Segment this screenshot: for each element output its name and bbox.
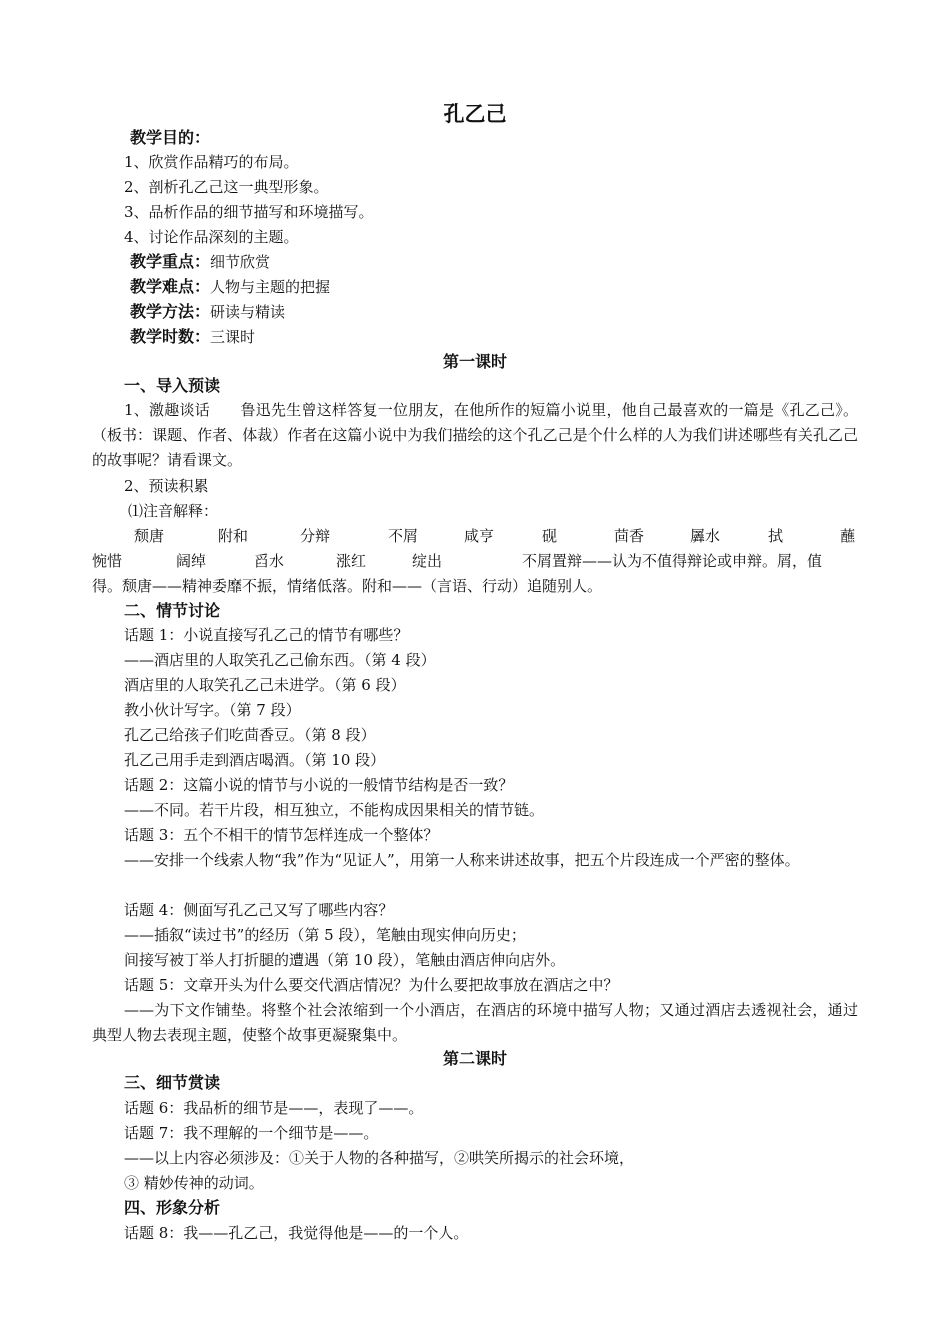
lesson-heading: 第二课时 — [442, 1049, 507, 1068]
objective-item: 2、剖析孔乙己这一典型形象。 — [124, 178, 329, 196]
meta-value: 三课时 — [210, 328, 256, 346]
objective-item: 4、讨论作品深刻的主题。 — [124, 228, 299, 246]
vocab-word: 茴香 — [614, 527, 645, 545]
vocab-word: 蘸 — [840, 527, 856, 545]
section-heading: 三、细节赏读 — [124, 1073, 221, 1092]
discussion-line: 酒店里的人取笑孔乙己未进学。（第 6 段） — [124, 676, 406, 694]
vocab-word: 羼水 — [690, 527, 721, 545]
objectives-heading: 教学目的： — [130, 128, 211, 147]
meta-value: 研读与精读 — [210, 303, 286, 321]
vocab-word: 砚 — [542, 527, 558, 545]
discussion-line: 话题 1：小说直接写孔乙己的情节有哪些？ — [124, 626, 409, 644]
image-line: 话题 8：我——孔乙己，我觉得他是——的一个人。 — [124, 1224, 469, 1242]
objective-item: 1、欣赏作品精巧的布局。 — [124, 153, 299, 171]
vocab-definitions: 得。颓唐——精神委靡不振，情绪低落。附和——（言语、行动）追随别人。 — [92, 577, 603, 595]
discussion-line: 教小伙计写字。（第 7 段） — [124, 701, 301, 719]
discussion-paragraph: ——为下文作铺垫。将整个社会浓缩到一个小酒店，在酒店的环境中描写人物；又通过酒店去透视社会，通过典型人物去表现主题，使整个故事更凝聚集中。 — [92, 1001, 858, 1044]
vocab-word: 咸亨 — [464, 527, 495, 545]
discussion-line: ——不同。若干片段，相互独立，不能构成因果相关的情节链。 — [124, 801, 545, 819]
vocab-definition: 不屑置辩——认为不值得辩论或申辩。屑，值 — [522, 552, 823, 570]
vocab-word: 颓唐 — [134, 527, 165, 545]
lesson-heading: 第一课时 — [442, 352, 507, 371]
preread-label: 2、预读积累 — [124, 477, 209, 495]
meta-label: 教学时数： — [130, 327, 211, 346]
objective-item: 3、品析作品的细节描写和环境描写。 — [124, 203, 374, 221]
meta-label: 教学难点： — [130, 277, 211, 296]
detail-line: ——以上内容必须涉及：①关于人物的各种描写，②哄笑所揭示的社会环境， — [124, 1149, 635, 1167]
discussion-line: 话题 4：侧面写孔乙己又写了哪些内容？ — [124, 901, 394, 919]
discussion-line: ——酒店里的人取笑孔乙己偷东西。（第 4 段） — [124, 651, 436, 669]
vocab-row-1 — [92, 524, 858, 549]
discussion-line: 话题 3：五个不相干的情节怎样连成一个整体？ — [124, 826, 439, 844]
meta-label: 教学重点： — [130, 252, 211, 271]
document-title: 孔乙己 — [443, 102, 507, 126]
vocab-word: 分辩 — [300, 527, 331, 545]
meta-row-focus — [130, 250, 270, 274]
detail-line: 话题 7：我不理解的一个细节是——。 — [124, 1124, 379, 1142]
section-heading: 二、情节讨论 — [124, 601, 221, 620]
meta-value: 细节欣赏 — [210, 253, 271, 271]
vocab-word: 附和 — [218, 527, 249, 545]
vocab-word: 惋惜 — [92, 552, 123, 570]
discussion-line: ——插叙“读过书”的经历（第 5 段），笔触由现实伸向历史； — [124, 926, 526, 944]
section-heading: 一、导入预读 — [124, 376, 221, 395]
discussion-line: 间接写被丁举人打折腿的遭遇（第 10 段），笔触由酒店伸向店外。 — [124, 951, 566, 969]
vocab-word: 舀水 — [254, 552, 285, 570]
detail-line: 话题 6：我品析的细节是——，表现了——。 — [124, 1099, 424, 1117]
meta-row-hours — [130, 325, 255, 349]
discussion-line: 话题 5：文章开头为什么要交代酒店情况？为什么要把故事放在酒店之中？ — [124, 976, 619, 994]
discussion-line: 话题 2：这篇小说的情节与小说的一般情节结构是否一致？ — [124, 776, 514, 794]
vocab-row-2 — [92, 549, 858, 574]
discussion-line: 孔乙己给孩子们吃茴香豆。（第 8 段） — [124, 726, 376, 744]
pronunciation-label: ⑴注音解释： — [128, 502, 219, 520]
detail-line: ③ 精妙传神的动词。 — [124, 1174, 264, 1192]
meta-row-method — [130, 300, 285, 324]
vocab-word: 阔绰 — [176, 552, 207, 570]
discussion-paragraph: ——安排一个线索人物“我”作为“见证人”，用第一人称来讲述故事，把五个片段连成一个严密的整体。 — [124, 851, 800, 869]
vocab-word: 涨红 — [336, 552, 367, 570]
vocab-word: 绽出 — [412, 552, 443, 570]
meta-value: 人物与主题的把握 — [210, 278, 331, 296]
intro-paragraph: 1、激趣谈话 鲁迅先生曾这样答复一位朋友，在他所作的短篇小说里，他自己最喜欢的一篇是《孔乙己》。（板书：课题、作者、体裁）作者在这篇小说中为我们描绘的这个孔乙己是个什么样的人为我们讲述哪些有关孔乙己的故事呢？请看课文。 — [92, 401, 858, 469]
meta-row-difficulty — [130, 275, 330, 299]
section-heading: 四、形象分析 — [124, 1198, 221, 1217]
meta-label: 教学方法： — [130, 302, 211, 321]
vocab-word: 拭 — [768, 527, 784, 545]
vocab-word: 不屑 — [388, 527, 419, 545]
discussion-line: 孔乙己用手走到酒店喝酒。（第 10 段） — [124, 751, 386, 769]
